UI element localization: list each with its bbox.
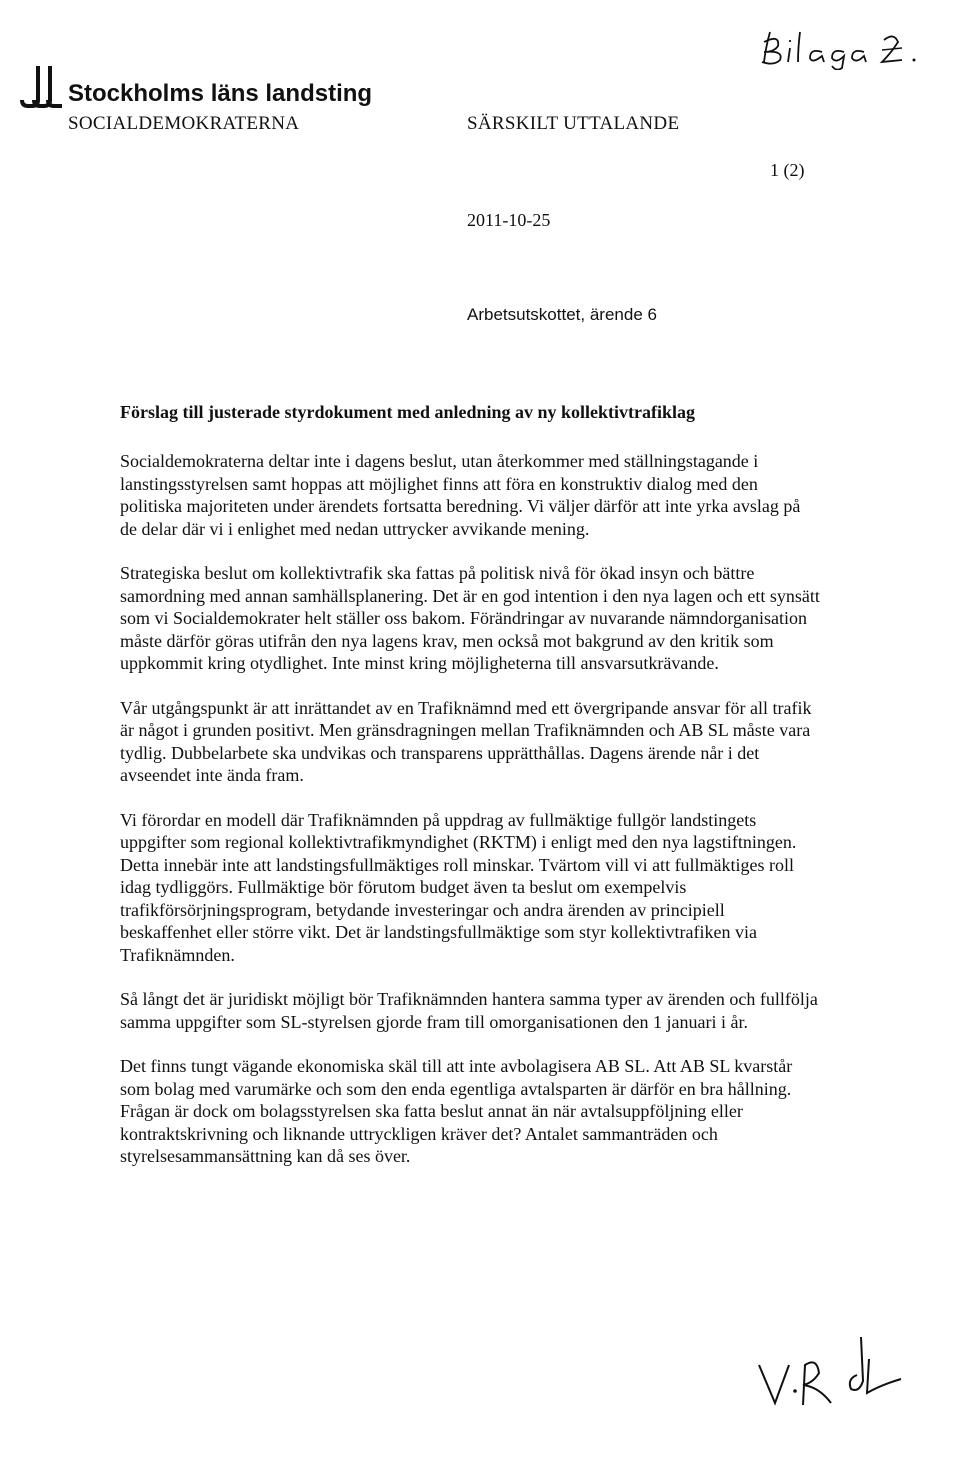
paragraph: Så långt det är juridiskt möjligt bör Trafiknämnden hantera samma typer av ärenden och fullfölja samma uppgifter som SL-styrelsen gjorde fram till omorganisationen den 1 januari i år.	[120, 989, 818, 1032]
paragraph: Det finns tungt vägande ekonomiska skäl till att inte avbolagisera AB SL. Att AB SL kvarstår som bolag med varumärke och som den enda egentliga avtalsparten är därför en bra hållning. Frågan är dock om bolagsstyrelsen ska fatta beslut annat än när avtalsuppföljning eller kontraktskrivning och liknande uttryckligen kräver det? Antalet sammanträden och styrelsesammansättning kan då ses över.	[120, 1056, 793, 1166]
party-name: SOCIALDEMOKRATERNA	[68, 113, 300, 134]
paragraph: Strategiska beslut om kollektivtrafik ska fattas på politisk nivå för ökad insyn och bättre samordning med annan samhällsplanering. Det är en god intention i den nya lagen och ett synsätt som vi Socialdemokrater helt ställer oss bakom. Förändringar av nuvarande nämndorganisation måste därför göras utifrån den nya lagens krav, men också mot bakgrund av den kritik som uppkommit kring otydlighet. Inte minst kring möjligheterna till ansvarsutkrävande.	[120, 563, 820, 673]
paragraph: Vår utgångspunkt är att inrättandet av en Trafiknämnd med ett övergripande ansvar för all trafik är något i grunden positivt. Men gränsdragningen mellan Trafiknämnden och AB SL måste vara tydlig. Dubbelarbete ska undvikas och transparens upprätthållas. Dagens ärende når i det avseendet inte ända fram.	[120, 697, 812, 785]
document-heading: Förslag till justerade styrdokument med anledning av ny kollektivtrafiklag	[120, 402, 696, 422]
sll-logo-icon	[20, 60, 64, 110]
paragraph: Vi förordar en modell där Trafiknämnden på uppdrag av fullmäktige fullgör landstingets uppgifter som regional kollektivtrafikmyndighet (RKTM) i enligt med den nya lagstiftningen. Detta innebär inte att landstingsfullmäktiges roll minskar. Tvärtom vill vi att fullmäktiges roll idag tydliggörs. Fullmäktige bör förutom budget även ta beslut om exempelvis trafikförsörjningsprogram, betydande investeringar och andra ärenden av principiell beskaffenhet eller större vikt. Det är landstingsfullmäktige som styr kollektivtrafiken via Trafiknämnden.	[120, 809, 797, 965]
annex-handwritten-note	[752, 20, 952, 70]
handwritten-signature	[755, 1335, 905, 1415]
paragraph: Socialdemokraterna deltar inte i dagens beslut, utan återkommer med ställningstagande i lanstingsstyrelsen samt hoppas att möjlighet finns att föra en konstruktiv dialog med den politiska majoriteten under ärendets fortsatta beredning. Vi väljer därför att inte yrka avslag på de delar där vi i enlighet med nedan uttrycker avvikande mening.	[120, 451, 801, 539]
document-type: SÄRSKILT UTTALANDE	[467, 113, 680, 134]
document-date: 2011-10-25	[467, 210, 551, 230]
organization-name: Stockholms läns landsting	[68, 80, 373, 107]
document-body	[120, 450, 820, 1190]
meeting-reference: Arbetsutskottet, ärende 6	[467, 305, 657, 324]
page-number: 1 (2)	[770, 160, 805, 180]
